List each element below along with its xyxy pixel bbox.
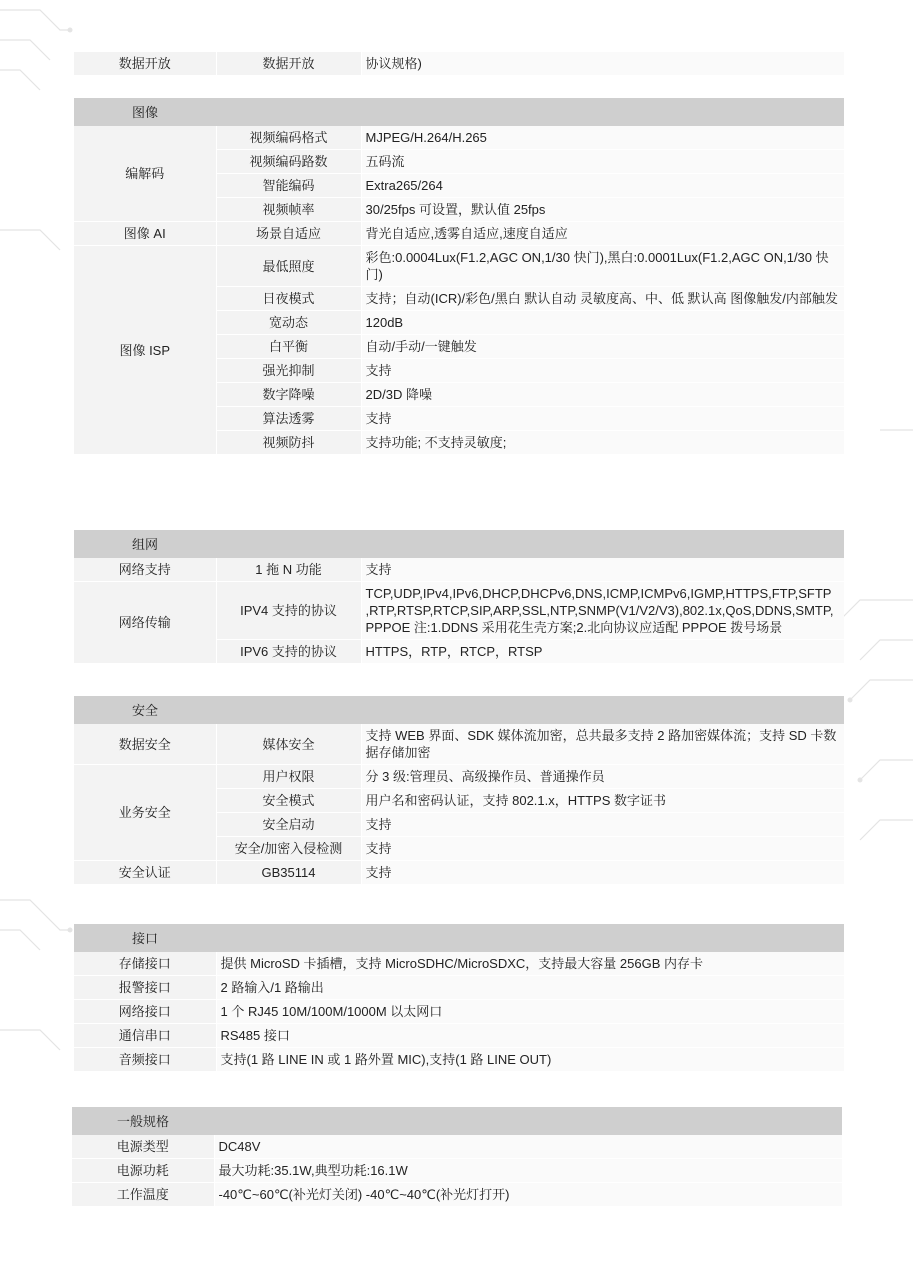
field-label: 数字降噪 (216, 383, 361, 407)
field-value: 提供 MicroSD 卡插槽，支持 MicroSDHC/MicroSDXC，支持最大容量 256GB 内存卡 (216, 952, 844, 976)
field-value: 分 3 级:管理员、高级操作员、普通操作员 (361, 765, 844, 789)
field-value: 五码流 (361, 150, 844, 174)
field-value: MJPEG/H.264/H.265 (361, 126, 844, 150)
field-value: 背光自适应,透雾自适应,速度自适应 (361, 222, 844, 246)
table-row (74, 861, 844, 885)
field-label: 安全启动 (216, 813, 361, 837)
field-label: 网络接口 (74, 1000, 216, 1024)
section-title: 接口 (131, 930, 158, 946)
field-value: 1 个 RJ45 10M/100M/1000M 以太网口 (216, 1000, 844, 1024)
section-title: 图像 (131, 104, 158, 120)
field-label: 视频编码路数 (216, 150, 361, 174)
group-label: 数据安全 (74, 724, 216, 765)
field-label: 最低照度 (216, 246, 361, 287)
table-row (74, 52, 844, 76)
field-value: HTTPS，RTP，RTCP，RTSP (361, 640, 844, 664)
field-label: 工作温度 (72, 1183, 214, 1207)
field-value: -40℃~60℃(补光灯关闭) -40℃~40℃(补光灯打开) (214, 1183, 842, 1207)
field-value: 自动/手动/一键触发 (361, 335, 844, 359)
field-label: 安全/加密入侵检测 (216, 837, 361, 861)
field-value: 支持 (361, 837, 844, 861)
section-interface (74, 924, 844, 1072)
table-row (74, 126, 844, 150)
field-value: 支持 (361, 407, 844, 431)
field-value: 120dB (361, 311, 844, 335)
field-value: 支持；自动(ICR)/彩色/黑白 默认自动 灵敏度高、中、低 默认高 图像触发/内部触发 (361, 287, 844, 311)
section-header (74, 924, 844, 952)
field-value: 用户名和密码认证，支持 802.1.x，HTTPS 数字证书 (361, 789, 844, 813)
field-value: DC48V (214, 1135, 842, 1159)
field-label: IPV6 支持的协议 (216, 640, 361, 664)
table-row (74, 724, 844, 765)
field-label: 存储接口 (74, 952, 216, 976)
field-value: 支持 (361, 813, 844, 837)
table-row (74, 1000, 844, 1024)
table-row (72, 1159, 842, 1183)
field-label: GB35114 (216, 861, 361, 885)
field-label: 场景自适应 (216, 222, 361, 246)
field-label: 通信串口 (74, 1024, 216, 1048)
field-label: 电源类型 (72, 1135, 214, 1159)
group-label: 安全认证 (74, 861, 216, 885)
spec-table-interface (74, 924, 844, 1072)
group-label: 图像 AI (74, 222, 216, 246)
spec-table-image (74, 98, 844, 455)
field-value: 最大功耗:35.1W,典型功耗:16.1W (214, 1159, 842, 1183)
section-title: 一般规格 (116, 1113, 169, 1129)
table-row (72, 1135, 842, 1159)
field-label: 智能编码 (216, 174, 361, 198)
spec-table-top (74, 52, 844, 76)
field-label: 算法透雾 (216, 407, 361, 431)
field-label: 电源功耗 (72, 1159, 214, 1183)
group-label: 网络支持 (74, 558, 216, 582)
group-label: 业务安全 (74, 765, 216, 861)
field-value: 支持 (361, 861, 844, 885)
group-label: 编解码 (74, 126, 216, 222)
field-label: 视频编码格式 (216, 126, 361, 150)
field-label: 1 拖 N 功能 (216, 558, 361, 582)
field-value: 彩色:0.0004Lux(F1.2,AGC ON,1/30 快门),黑白:0.0001Lux(F1.2,AGC ON,1/30 快门) (361, 246, 844, 287)
section-network (74, 530, 844, 664)
field-label: 报警接口 (74, 976, 216, 1000)
field-value: 2 路输入/1 路输出 (216, 976, 844, 1000)
table-row (74, 1048, 844, 1072)
field-label: IPV4 支持的协议 (216, 582, 361, 640)
field-label: 安全模式 (216, 789, 361, 813)
spec-table-general (72, 1107, 842, 1207)
section-title: 安全 (131, 702, 158, 718)
field-value: Extra265/264 (361, 174, 844, 198)
section-header (74, 530, 844, 558)
group-label: 图像 ISP (74, 246, 216, 455)
field-value: 支持 WEB 界面、SDK 媒体流加密，总共最多支持 2 路加密媒体流；支持 SD 卡数 据存储加密 (361, 724, 844, 765)
field-value: 支持 (361, 558, 844, 582)
field-label: 日夜模式 (216, 287, 361, 311)
group-label: 网络传输 (74, 582, 216, 664)
field-label: 视频帧率 (216, 198, 361, 222)
table-row (74, 558, 844, 582)
field-label: 数据开放 (216, 52, 361, 76)
field-label: 视频防抖 (216, 431, 361, 455)
table-row (74, 582, 844, 640)
field-label: 媒体安全 (216, 724, 361, 765)
field-label: 用户权限 (216, 765, 361, 789)
table-row (74, 1024, 844, 1048)
section-general (72, 1107, 842, 1207)
group-label: 数据开放 (74, 52, 216, 76)
section-data-open (74, 52, 844, 76)
field-value: RS485 接口 (216, 1024, 844, 1048)
section-title: 组网 (131, 536, 158, 552)
field-label: 强光抑制 (216, 359, 361, 383)
section-header (74, 696, 844, 724)
table-row (74, 976, 844, 1000)
table-row (74, 246, 844, 287)
field-value: 支持(1 路 LINE IN 或 1 路外置 MIC),支持(1 路 LINE OUT) (216, 1048, 844, 1072)
table-row (74, 765, 844, 789)
section-security (74, 696, 844, 885)
field-label: 宽动态 (216, 311, 361, 335)
section-header (74, 98, 844, 126)
table-row (74, 952, 844, 976)
field-label: 白平衡 (216, 335, 361, 359)
table-row (74, 222, 844, 246)
field-value: 30/25fps 可设置，默认值 25fps (361, 198, 844, 222)
spec-table-security (74, 696, 844, 885)
field-value: 支持 (361, 359, 844, 383)
field-value: TCP,UDP,IPv4,IPv6,DHCP,DHCPv6,DNS,ICMP,ICMPv6,IGMP,HTTPS,FTP,SFTP ,RTP,RTSP,RTCP,SIP,ARP,SSL,NTP,SNMP(V1/V2/V3),802.1x,QoS,DDNS,SMTP, PPPOE 注:1.DDNS 采用花生壳方案;2.北向协议应适配 PPPOE 拨号场景 (361, 582, 844, 640)
table-row (72, 1183, 842, 1207)
field-value: 2D/3D 降噪 (361, 383, 844, 407)
section-image (74, 98, 844, 455)
spec-table-network (74, 530, 844, 664)
section-header (72, 1107, 842, 1135)
field-value: 支持功能; 不支持灵敏度; (361, 431, 844, 455)
field-value: 协议规格) (361, 52, 844, 76)
field-label: 音频接口 (74, 1048, 216, 1072)
